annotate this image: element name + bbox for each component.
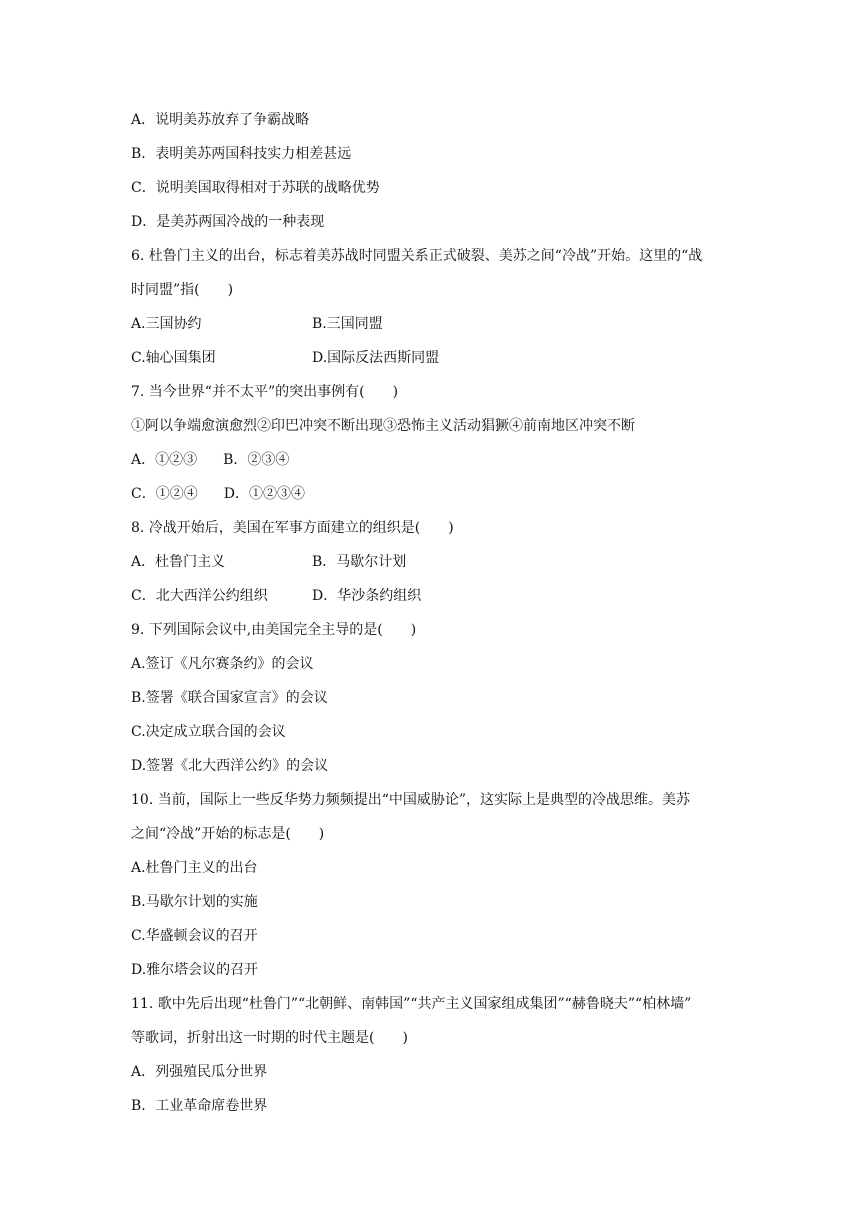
q5-option-c: C．说明美国取得相对于苏联的战略优势 — [131, 180, 380, 196]
q6-option-d: D.国际反法西斯同盟 — [312, 350, 440, 366]
q6-stem-line2: 时同盟”指( ) — [131, 282, 234, 298]
q11-stem-line2: 等歌词，折射出这一时期的时代主题是( ) — [131, 1030, 408, 1046]
q11-option-b: B．工业革命席卷世界 — [131, 1098, 268, 1114]
q10-option-d: D.雅尔塔会议的召开 — [131, 962, 259, 978]
q9-option-c: C.决定成立联合国的会议 — [131, 724, 286, 740]
q11-stem-line1: 11. 歌中先后出现“杜鲁门”“北朝鲜、南韩国”“共产主义国家组成集团”“赫鲁晓夫”“柏林墙” — [131, 996, 692, 1012]
q7-items: ①阿以争端愈演愈烈②印巴冲突不断出现③恐怖主义活动猖獗④前南地区冲突不断 — [131, 418, 635, 434]
q10-option-b: B.马歇尔计划的实施 — [131, 894, 258, 910]
q7-option-d: D．①②③④ — [223, 486, 305, 502]
q6-option-a: A.三国协约 — [131, 316, 202, 332]
q5-option-b: B．表明美苏两国科技实力相差甚远 — [131, 146, 352, 162]
q5-option-a: A．说明美苏放弃了争霸战略 — [131, 112, 310, 128]
q5-option-d: D．是美苏两国冷战的一种表现 — [131, 214, 325, 230]
q8-option-a: A．杜鲁门主义 — [131, 554, 226, 570]
q8-options-row1 — [131, 552, 731, 572]
q8-option-b: B．马歇尔计划 — [312, 554, 407, 570]
q7-options-row2 — [131, 484, 305, 504]
q7-option-b: B．②③④ — [223, 452, 290, 468]
q7-option-a: A．①②③ — [131, 452, 198, 468]
q9-option-b: B.签署《联合国家宣言》的会议 — [131, 690, 328, 706]
q6-options-row1 — [131, 314, 731, 334]
q8-stem: 8. 冷战开始后，美国在军事方面建立的组织是( ) — [131, 520, 454, 536]
q6-option-c: C.轴心国集团 — [131, 350, 216, 366]
q9-option-a: A.签订《凡尔赛条约》的会议 — [131, 656, 314, 672]
q10-option-a: A.杜鲁门主义的出台 — [131, 860, 258, 876]
q6-options-row2 — [131, 348, 731, 368]
q9-option-d: D.签署《北大西洋公约》的会议 — [131, 758, 329, 774]
q6-stem-line1: 6. 杜鲁门主义的出台，标志着美苏战时同盟关系正式破裂、美苏之间“冷战”开始。这里的“战 — [131, 248, 703, 264]
q10-stem-line2: 之间“冷战”开始的标志是( ) — [131, 826, 325, 842]
q8-option-c: C．北大西洋公约组织 — [131, 588, 268, 604]
q10-option-c: C.华盛顿会议的召开 — [131, 928, 258, 944]
q7-options-row1 — [131, 450, 289, 470]
q11-option-a: A．列强殖民瓜分世界 — [131, 1064, 268, 1080]
q7-option-c: C．①②④ — [131, 486, 198, 502]
q7-stem: 7. 当今世界“并不太平”的突出事例有( ) — [131, 384, 399, 400]
q8-option-d: D．华沙条约组织 — [312, 588, 422, 604]
q10-stem-line1: 10. 当前，国际上一些反华势力频频提出“中国威胁论”，这实际上是典型的冷战思维。美苏 — [131, 792, 691, 808]
q9-stem: 9. 下列国际会议中,由美国完全主导的是( ) — [131, 622, 417, 638]
q6-option-b: B.三国同盟 — [312, 316, 383, 332]
q8-options-row2 — [131, 586, 731, 606]
